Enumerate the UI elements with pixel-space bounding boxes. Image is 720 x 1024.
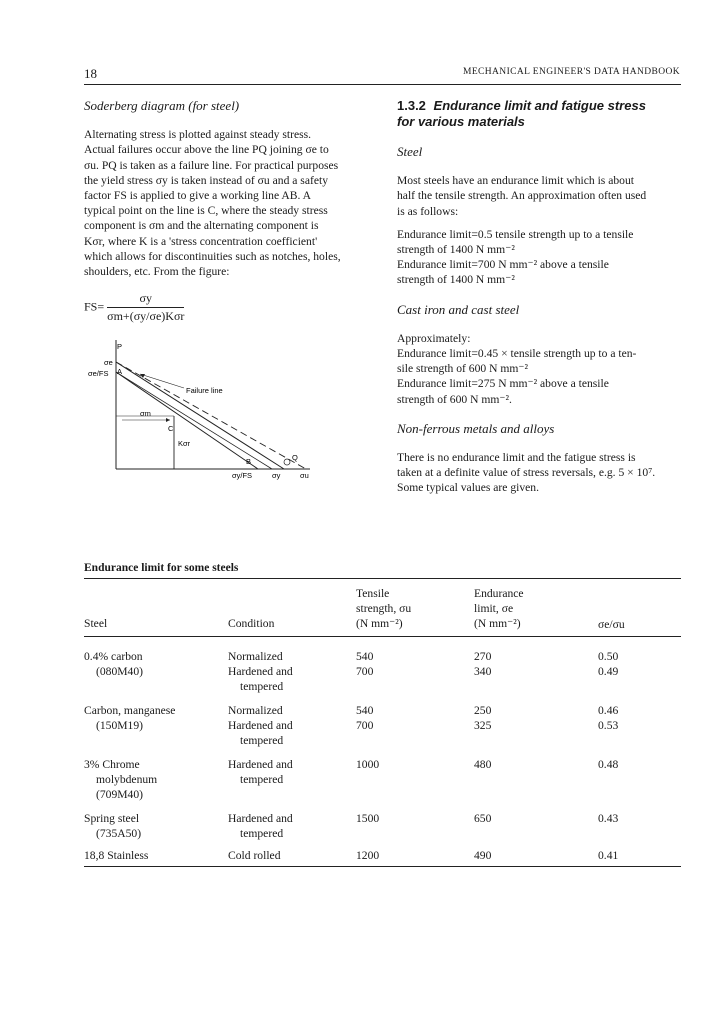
nonferrous-line: taken at a definite value of stress reversals, e.g. 5 × 10⁷.	[397, 466, 656, 480]
cell-line: 0.46	[598, 704, 619, 717]
cast-line: strength of 600 N mm⁻².	[397, 392, 512, 406]
para-line: component is σm and the alternating component is	[84, 219, 319, 233]
cell-line: tempered	[240, 827, 284, 840]
cell-line: 270	[474, 650, 492, 663]
cell-line: 340	[474, 665, 492, 678]
label-sigma-e: σe	[104, 358, 113, 367]
para-line: which allows for discontinuities such as notches, holes,	[84, 249, 341, 263]
para-line: Actual failures occur above the line PQ joining σe to	[84, 143, 329, 157]
cast-line: sile strength of 600 N mm⁻²	[397, 362, 528, 376]
cell-line: tempered	[240, 734, 284, 747]
cell-line: 0.4% carbon	[84, 650, 143, 663]
formula-fraction	[107, 291, 184, 324]
cell-line: 540	[356, 650, 374, 663]
soderberg-paragraph	[84, 127, 360, 279]
soderberg-heading: Soderberg diagram (for steel)	[84, 98, 240, 113]
cell-condition	[228, 757, 356, 802]
label-c: C	[168, 424, 174, 433]
cell-ratio: 0.43	[598, 812, 619, 825]
table-bottom-rule	[84, 866, 681, 867]
steel-paragraph	[397, 173, 681, 219]
header-endurance-l1: Endurance	[474, 587, 524, 600]
cell-line: Normalized	[228, 650, 283, 663]
cell-line: (735A50)	[96, 827, 142, 840]
label-sigma-y: σy	[272, 471, 281, 480]
header-tensile-l1: Tensile	[356, 587, 390, 600]
formula-numerator: σy	[107, 291, 184, 308]
table-header-row	[84, 586, 678, 632]
formula-lhs: FS=	[84, 299, 105, 314]
soderberg-diagram	[84, 336, 364, 486]
page-number: 18	[84, 66, 97, 81]
right-column	[397, 98, 681, 496]
cast-line: Endurance limit=0.45 × tensile strength up to a ten-	[397, 347, 637, 361]
steel-limit-line: strength of 1400 N mm⁻²	[397, 243, 515, 257]
table-body	[84, 649, 678, 863]
cell-line: 0.49	[598, 665, 619, 678]
cell-line: molybdenum	[96, 773, 158, 786]
cell-tensile	[356, 703, 474, 748]
cast-line: Approximately:	[397, 331, 471, 345]
steel-limit-line: Endurance limit=700 N mm⁻² above a tensile	[397, 258, 609, 272]
cell-line: Normalized	[228, 704, 283, 717]
section-number: 1.3.2	[397, 98, 426, 113]
cell-ratio	[598, 703, 678, 748]
label-q: Q	[292, 453, 298, 462]
label-failure-line: Failure line	[186, 386, 223, 395]
header-steel: Steel	[84, 617, 108, 630]
header-rule	[84, 84, 681, 85]
cell-condition	[228, 811, 356, 841]
table-header-rule	[84, 636, 681, 637]
cell-line: Spring steel	[84, 812, 140, 825]
header-tensile-l3: (N mm⁻²)	[356, 617, 403, 630]
cell-line: 0.50	[598, 650, 619, 663]
fs-formula	[84, 291, 360, 324]
steel-line: half the tensile strength. An approximation often used	[397, 189, 647, 203]
cell-line: 540	[356, 704, 374, 717]
cell-ratio: 0.48	[598, 758, 619, 771]
cell-tensile: 1500	[356, 812, 380, 825]
cell-endurance: 490	[474, 849, 492, 862]
cell-line: Hardened and	[228, 719, 293, 732]
cell-steel	[84, 703, 228, 748]
sigma-m-arrowhead	[166, 418, 170, 422]
steel-limit-line: Endurance limit=0.5 tensile strength up to a tensile	[397, 227, 634, 241]
label-sigma-e-fs: σe/FS	[88, 369, 109, 378]
cell-line: 0.53	[598, 719, 619, 732]
section-title-line1: Endurance limit and fatigue stress	[433, 98, 646, 113]
cell-line: tempered	[240, 680, 284, 693]
cell-ratio: 0.41	[598, 849, 619, 862]
cell-endurance: 650	[474, 812, 492, 825]
endurance-table	[84, 586, 678, 632]
table-row	[84, 848, 678, 863]
cell-line: Hardened and	[228, 812, 293, 825]
table-row	[84, 703, 678, 748]
label-k-sigma-r: Kσr	[178, 439, 191, 448]
nonferrous-line: There is no endurance limit and the fatigue stress is	[397, 451, 636, 465]
label-b: B	[246, 457, 252, 466]
cell-ratio	[598, 649, 678, 694]
cell-endurance	[474, 703, 598, 748]
label-sigma-m: σm	[140, 409, 151, 418]
header-endurance-l2: limit, σe	[474, 602, 514, 615]
cell-line: 700	[356, 719, 374, 732]
nonferrous-heading: Non-ferrous metals and alloys	[397, 420, 555, 436]
nonferrous-paragraph	[397, 450, 681, 496]
cell-line: (709M40)	[96, 788, 144, 801]
steel-limits	[397, 227, 681, 288]
cast-paragraph	[397, 331, 681, 407]
cell-line: 250	[474, 704, 492, 717]
table-top-rule	[84, 578, 681, 579]
cell-steel: 18,8 Stainless	[84, 849, 149, 862]
cell-steel	[84, 649, 228, 694]
header-tensile-l2: strength, σu	[356, 602, 412, 615]
cell-condition: Cold rolled	[228, 849, 281, 862]
steel-heading: Steel	[397, 144, 423, 159]
header-tensile	[356, 586, 474, 632]
label-sigma-y-fs: σy/FS	[232, 471, 253, 480]
table-row	[84, 757, 678, 802]
para-line: σu. PQ is taken as a failure line. For practical purposes	[84, 158, 339, 172]
cell-line: tempered	[240, 773, 284, 786]
cell-steel	[84, 757, 228, 802]
header-endurance-l3: (N mm⁻²)	[474, 617, 521, 630]
running-title: MECHANICAL ENGINEER'S DATA HANDBOOK	[463, 67, 680, 77]
header-condition: Condition	[228, 617, 275, 630]
header-endurance	[474, 586, 598, 632]
cell-endurance	[474, 649, 598, 694]
table-title: Endurance limit for some steels	[84, 562, 239, 574]
para-line: Alternating stress is plotted against steady stress.	[84, 128, 312, 142]
para-line: factor FS is applied to give a working line AB. A	[84, 189, 312, 203]
cell-line: Carbon, manganese	[84, 704, 176, 717]
cell-condition	[228, 703, 356, 748]
q-marker	[284, 459, 290, 465]
cell-tensile: 1200	[356, 849, 380, 862]
cell-line: 700	[356, 665, 374, 678]
steel-line: is as follows:	[397, 204, 459, 218]
cell-condition	[228, 649, 356, 694]
para-line: shoulders, etc. From the figure:	[84, 265, 230, 279]
table-row	[84, 811, 678, 841]
cell-line: (150M19)	[96, 719, 144, 732]
cell-line: 325	[474, 719, 492, 732]
para-line: the yield stress σy is taken instead of σu and a safety	[84, 173, 328, 187]
cell-line: (080M40)	[96, 665, 144, 678]
left-column	[84, 98, 360, 325]
steel-limit-line: strength of 1400 N mm⁻²	[397, 273, 515, 287]
cell-line: Hardened and	[228, 665, 293, 678]
para-line: typical point on the line is C, where the steady stress	[84, 204, 328, 218]
nonferrous-line: Some typical values are given.	[397, 481, 539, 495]
header-ratio: σe/σu	[598, 618, 625, 631]
cell-line: Hardened and	[228, 758, 293, 771]
cast-heading: Cast iron and cast steel	[397, 301, 520, 317]
section-title-line2: for various materials	[397, 114, 525, 129]
cell-endurance: 480	[474, 758, 492, 771]
cell-steel	[84, 811, 228, 841]
table-row	[84, 649, 678, 694]
steel-line: Most steels have an endurance limit which is about	[397, 174, 634, 188]
cell-tensile	[356, 649, 474, 694]
cast-line: Endurance limit=275 N mm⁻² above a tensile	[397, 377, 609, 391]
cell-tensile: 1000	[356, 758, 380, 771]
para-line: Kσr, where K is a 'stress concentration coefficient'	[84, 234, 318, 248]
cell-line: 3% Chrome	[84, 758, 140, 771]
formula-denominator: σm+(σy/σe)Kσr	[107, 309, 185, 324]
section-heading	[397, 98, 681, 130]
label-a: A	[117, 367, 123, 376]
label-p: P	[117, 342, 123, 351]
label-sigma-u: σu	[300, 471, 309, 480]
